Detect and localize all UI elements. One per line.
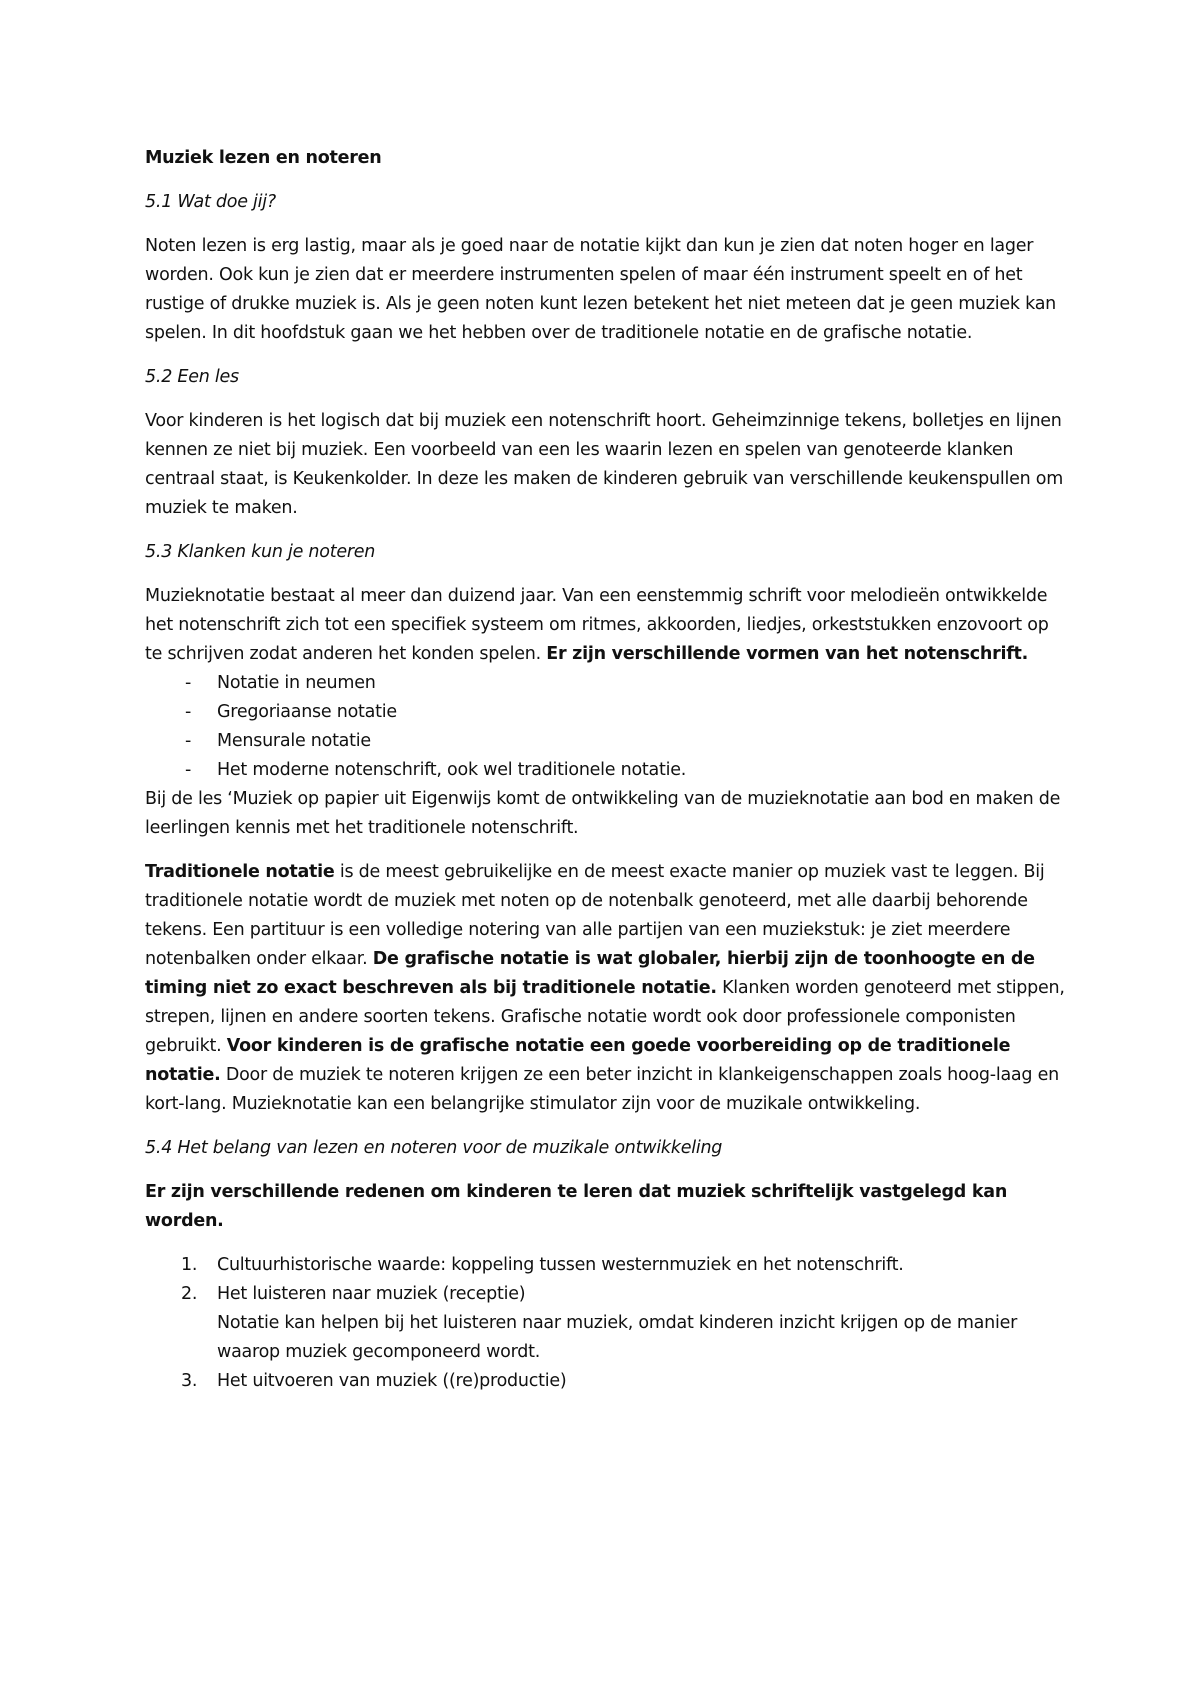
- notation-forms-list: [145, 669, 1065, 785]
- reasons-list: [145, 1251, 1065, 1396]
- dash-marker: -: [185, 673, 192, 693]
- text: Klanken worden genoteerd met stippen, strepen, lijnen en andere soorten tekens. Grafische notatie wordt ook door professionele componisten gebruikt.: [145, 978, 1065, 1056]
- section-5-3-bold-text: Er zijn verschillende vormen van het notenschrift.: [546, 644, 1029, 664]
- document-page: [145, 144, 1065, 1396]
- section-5-4-intro: Er zijn verschillende redenen om kinderen te leren dat muziek schriftelijk vastgelegd kan worden.: [145, 1182, 1008, 1231]
- bold-text: Traditionele notatie: [145, 862, 335, 882]
- list-item: [145, 727, 1065, 756]
- list-item-text: Cultuurhistorische waarde: koppeling tussen westernmuziek en het notenschrift.: [217, 1255, 904, 1275]
- list-item: [145, 1251, 1065, 1280]
- list-item: [145, 756, 1065, 785]
- bold-text: De grafische notatie is wat globaler, hierbij zijn de toonhoogte en de timing niet zo exact beschreven als bij traditionele notatie.: [145, 949, 1035, 998]
- section-heading-5-1: 5.1 Wat doe jij?: [145, 192, 276, 212]
- section-5-3-after-list: Bij de les ‘Muziek op papier uit Eigenwijs komt de ontwikkeling van de muzieknotatie aan bod en maken de leerlingen kennis met het traditionele notenschrift.: [145, 789, 1061, 838]
- list-item-text: Het luisteren naar muziek (receptie): [217, 1284, 526, 1304]
- list-item-subtext: Notatie kan helpen bij het luisteren naar muziek, omdat kinderen inzicht krijgen op de manier waarop muziek gecomponeerd wordt.: [217, 1313, 1018, 1362]
- text: is de meest gebruikelijke en de meest exacte manier op muziek vast te leggen. Bij traditionele notatie wordt de muziek met noten op de notenbalk genoteerd, met alle daarbij behorende tekens. Een partituur is een volledige notering van alle partijen van een muziekstuk: je ziet meerdere notenbalken onder elkaar.: [145, 862, 1045, 969]
- bold-text: Voor kinderen is de grafische notatie een goede voorbereiding op de traditionele notatie.: [145, 1036, 1011, 1085]
- section-5-3-paragraph: [145, 582, 1065, 669]
- list-item: [145, 1367, 1065, 1396]
- list-item-text: Het moderne notenschrift, ook wel traditionele notatie.: [217, 760, 687, 780]
- document-title: Muziek lezen en noteren: [145, 148, 382, 168]
- number-marker: 3.: [181, 1371, 198, 1391]
- list-item: [145, 1280, 1065, 1367]
- section-5-3-paragraph-2: [145, 858, 1065, 1119]
- section-5-2-paragraph: Voor kinderen is het logisch dat bij muziek een notenschrift hoort. Geheimzinnige tekens, bolletjes en lijnen kennen ze niet bij muziek. Een voorbeeld van een les waarin lezen en spelen van genoteerde klanken centraal staat, is Keukenkolder. In deze les maken de kinderen gebruik van verschillende keukenspullen om muziek te maken.: [145, 411, 1064, 518]
- text: Door de muziek te noteren krijgen ze een beter inzicht in klankeigenschappen zoals hoog-laag en kort-lang. Muzieknotatie kan een belangrijke stimulator zijn voor de muzikale ontwikkeling.: [145, 1065, 1059, 1114]
- section-heading-5-4: 5.4 Het belang van lezen en noteren voor de muzikale ontwikkeling: [145, 1138, 723, 1158]
- section-5-1-paragraph: Noten lezen is erg lastig, maar als je goed naar de notatie kijkt dan kun je zien dat noten hoger en lager worden. Ook kun je zien dat er meerdere instrumenten spelen of maar één instrument speelt en of het rustige of drukke muziek is. Als je geen noten kunt lezen betekent het niet meteen dat je geen muziek kan spelen. In dit hoofdstuk gaan we het hebben over de traditionele notatie en de grafische notatie.: [145, 236, 1057, 343]
- list-item: [145, 698, 1065, 727]
- list-item: [145, 669, 1065, 698]
- dash-marker: -: [185, 760, 192, 780]
- list-item-text: Notatie in neumen: [217, 673, 376, 693]
- dash-marker: -: [185, 731, 192, 751]
- dash-marker: -: [185, 702, 192, 722]
- section-5-3-text: Muzieknotatie bestaat al meer dan duizend jaar. Van een eenstemmig schrift voor melodieën ontwikkelde het notenschrift zich tot een specifiek systeem om ritmes, akkoorden, liedjes, orkeststukken enzovoort op te schrijven zodat anderen het konden spelen.: [145, 586, 1049, 664]
- section-heading-5-3: 5.3 Klanken kun je noteren: [145, 542, 376, 562]
- number-marker: 1.: [181, 1255, 198, 1275]
- list-item-text: Mensurale notatie: [217, 731, 371, 751]
- list-item-text: Gregoriaanse notatie: [217, 702, 397, 722]
- list-item-text: Het uitvoeren van muziek ((re)productie): [217, 1371, 567, 1391]
- section-heading-5-2: 5.2 Een les: [145, 367, 239, 387]
- number-marker: 2.: [181, 1284, 198, 1304]
